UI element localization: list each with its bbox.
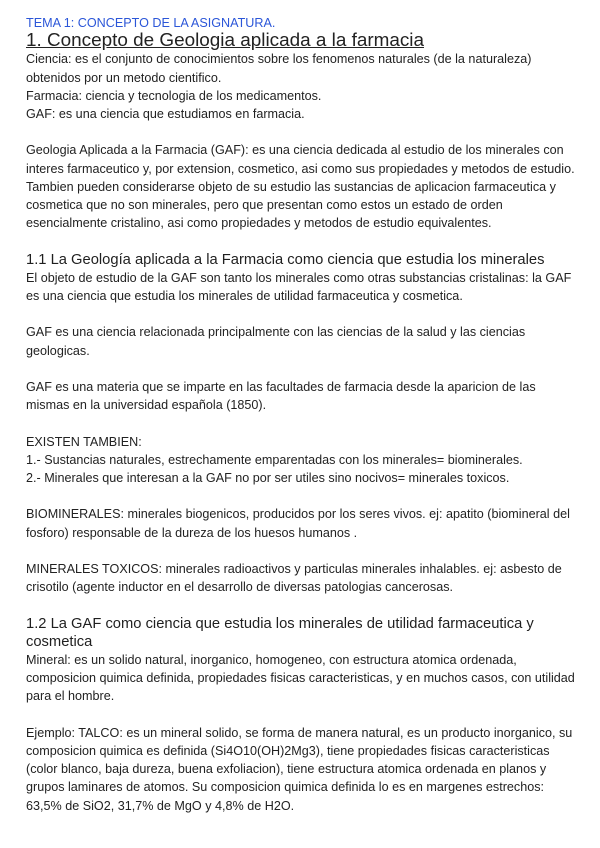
spacer <box>26 542 578 560</box>
existen-tambien-label: EXISTEN TAMBIEN: <box>26 434 142 449</box>
document-page <box>26 14 578 815</box>
spacer <box>26 232 578 250</box>
minerales-toxicos-paragraph: MINERALES TOXICOS: minerales radioactivos y particulas minerales inhalables. ej: asbesto de crisotilo (agente inductor en el desarrollo de diversas patologias cancerosas. <box>26 561 562 595</box>
document-title: TEMA 1: CONCEPTO DE LA ASIGNATURA. <box>26 16 276 30</box>
spacer <box>26 360 578 378</box>
spacer <box>26 706 578 724</box>
definition-gaf: GAF: es una ciencia que estudiamos en farmacia. <box>26 107 305 122</box>
list-item: 2.- Minerales que interesan a la GAF no por ser utiles sino nocivos= minerales toxicos. <box>26 471 510 485</box>
document-subtitle: 1. Concepto de Geologia aplicada a la farmacia <box>26 30 425 52</box>
section-1-1-paragraph-1: El objeto de estudio de la GAF son tanto los minerales como otras substancias cristalinas: la GAF es una ciencia que estudia los minerales de utilidad farmaceutica y cosmetica. <box>26 270 572 304</box>
spacer <box>26 305 578 323</box>
definition-ciencia: Ciencia: es el conjunto de conocimientos sobre los fenomenos naturales (de la naturaleza) obtenidos por un metodo cientifico. <box>26 52 532 85</box>
talco-example: Ejemplo: TALCO: es un mineral solido, se forma de manera natural, es un producto inorganico, su composicion quimica es definida (Si4O10(OH)2Mg3), tiene propiedades fisicas caracteristicas (color blanco, baja dureza, buena exfoliacion), tiene estructura atomica ordenada en planos y grupos laminares de atomos. Su composicion quimica definida lo es en margenes estrechos: 63,5% de SiO2, 31,7% de MgO y 4,8% de H2O. <box>26 725 573 813</box>
section-1-1-heading: 1.1 La Geología aplicada a la Farmacia como ciencia que estudia los minerales <box>26 251 545 268</box>
section-1-1-paragraph-2: GAF es una ciencia relacionada principalmente con las ciencias de la salud y las ciencias geologicas. <box>26 325 526 358</box>
list-item: 1.- Sustancias naturales, estrechamente emparentadas con los minerales= biominerales. <box>26 452 523 467</box>
biominerales-paragraph: BIOMINERALES: minerales biogenicos, producidos por los seres vivos. ej: apatito (biomineral del fosforo) responsable de la dureza de los huesos humanos . <box>26 507 570 540</box>
section-1-2-heading: 1.2 La GAF como ciencia que estudia los minerales de utilidad farmaceutica y cosmetica <box>26 615 534 650</box>
spacer <box>26 123 578 141</box>
section-1-1-paragraph-3: GAF es una materia que se imparte en las facultades de farmacia desde la aparicion de las mismas en la universidad española (1850). <box>26 380 536 413</box>
spacer <box>26 596 578 614</box>
intro-paragraph: Geologia Aplicada a la Farmacia (GAF): es una ciencia dedicada al estudio de los minerales con interes farmaceutico y, por extension, cosmetico, asi como sus propiedades y metodos de estudio. Tambien pueden considerarse objeto de su estudio las sustancias de aplicacion farmaceutica y cosmetica que no son minerales, pero que presentan como estos un estado de orden esencialmente cristalino, asi como propiedades y metodos de estudio equivalentes. <box>26 143 575 231</box>
mineral-definition: Mineral: es un solido natural, inorganico, homogeneo, con estructura atomica ordenada, composicion quimica definida, propiedades fisicas caracteristicas, y en muchos casos, con utilidad para el hombre. <box>26 652 575 704</box>
spacer <box>26 414 578 432</box>
definition-farmacia: Farmacia: ciencia y tecnologia de los medicamentos. <box>26 88 322 103</box>
spacer <box>26 487 578 505</box>
